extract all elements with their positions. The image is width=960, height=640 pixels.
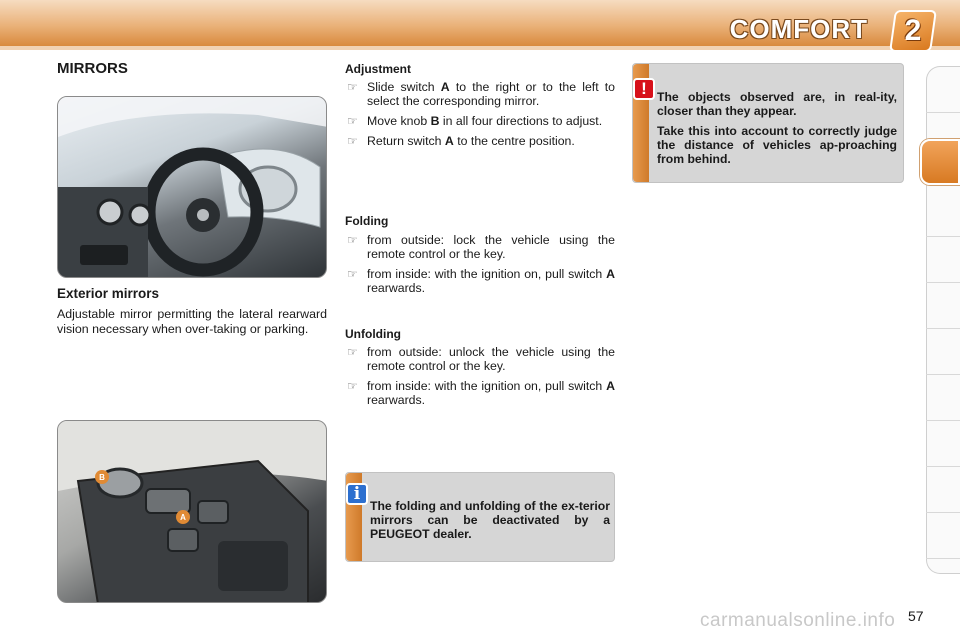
chapter-tab[interactable] <box>926 191 960 237</box>
list-item: ☞ Return switch A to the centre position. <box>347 134 575 148</box>
chapter-tab[interactable] <box>926 329 960 375</box>
mirror-control-photo <box>57 420 327 603</box>
list-item: ☞ Move knob B in all four directions to adjust. <box>347 114 603 128</box>
pointing-hand-icon: ☞ <box>347 134 358 148</box>
info-icon: i <box>346 483 368 505</box>
exterior-mirrors-text: Adjustable mirror permitting the lateral rearward vision necessary when over-taking or parking. <box>57 307 327 336</box>
adjustment-heading: Adjustment <box>345 62 411 76</box>
page-number: 57 <box>908 608 924 624</box>
warning-note <box>632 63 904 183</box>
chapter-tab-index <box>926 66 960 574</box>
chapter-tab[interactable] <box>926 513 960 559</box>
chapter-tab[interactable] <box>926 237 960 283</box>
header-band-highlight <box>0 46 960 50</box>
door-switch-panel-illustration <box>58 421 327 603</box>
warning-line-1: The objects observed are, in real-ity, closer than they appear. <box>657 90 897 118</box>
list-item: ☞ from outside: unlock the vehicle using the remote control or the key. <box>347 345 615 373</box>
chapter-tab[interactable] <box>926 283 960 329</box>
pointing-hand-icon: ☞ <box>347 345 358 359</box>
folding-list <box>345 233 615 301</box>
warning-line-2: Take this into account to correctly judge the distance of vehicles ap-proaching from behind. <box>657 124 897 166</box>
chapter-tab-active[interactable] <box>920 139 960 185</box>
unfolding-list <box>345 345 615 413</box>
list-item: ☞ Slide switch A to the right or to the left to select the corresponding mirror. <box>347 80 616 108</box>
warning-icon: ! <box>633 78 655 100</box>
unfolding-heading: Unfolding <box>345 327 401 341</box>
pointing-hand-icon: ☞ <box>347 379 358 393</box>
info-note <box>345 472 615 562</box>
info-text: The folding and unfolding of the ex-terior mirrors can be deactivated by a PEUGEOT dealer. <box>370 499 610 541</box>
label-b: B <box>99 473 105 482</box>
header <box>0 0 960 56</box>
pointing-hand-icon: ☞ <box>347 80 358 94</box>
car-interior-illustration <box>58 97 327 278</box>
pointing-hand-icon: ☞ <box>347 267 358 281</box>
warning-text <box>657 90 897 172</box>
list-item: ☞ from inside: with the ignition on, pull switch A rearwards. <box>347 379 615 407</box>
pointing-hand-icon: ☞ <box>347 114 358 128</box>
watermark: carmanualsonline.info <box>700 610 896 631</box>
label-a: A <box>180 513 186 522</box>
chapter-tab[interactable] <box>926 421 960 467</box>
pointing-hand-icon: ☞ <box>347 233 358 247</box>
chapter-badge <box>889 10 937 52</box>
chapter-tab[interactable] <box>926 467 960 513</box>
page-heading: MIRRORS <box>57 60 128 77</box>
car-interior-photo <box>57 96 327 278</box>
chapter-number: 2 <box>904 14 922 47</box>
list-item: ☞ from inside: with the ignition on, pull switch A rearwards. <box>347 267 615 295</box>
adjustment-list <box>345 80 615 154</box>
exterior-mirrors-heading: Exterior mirrors <box>57 286 160 301</box>
list-item: ☞ from outside: lock the vehicle using the remote control or the key. <box>347 233 615 261</box>
section-title: COMFORT <box>729 14 868 44</box>
chapter-tab[interactable] <box>926 67 960 113</box>
chapter-tab[interactable] <box>926 375 960 421</box>
folding-heading: Folding <box>345 214 389 228</box>
